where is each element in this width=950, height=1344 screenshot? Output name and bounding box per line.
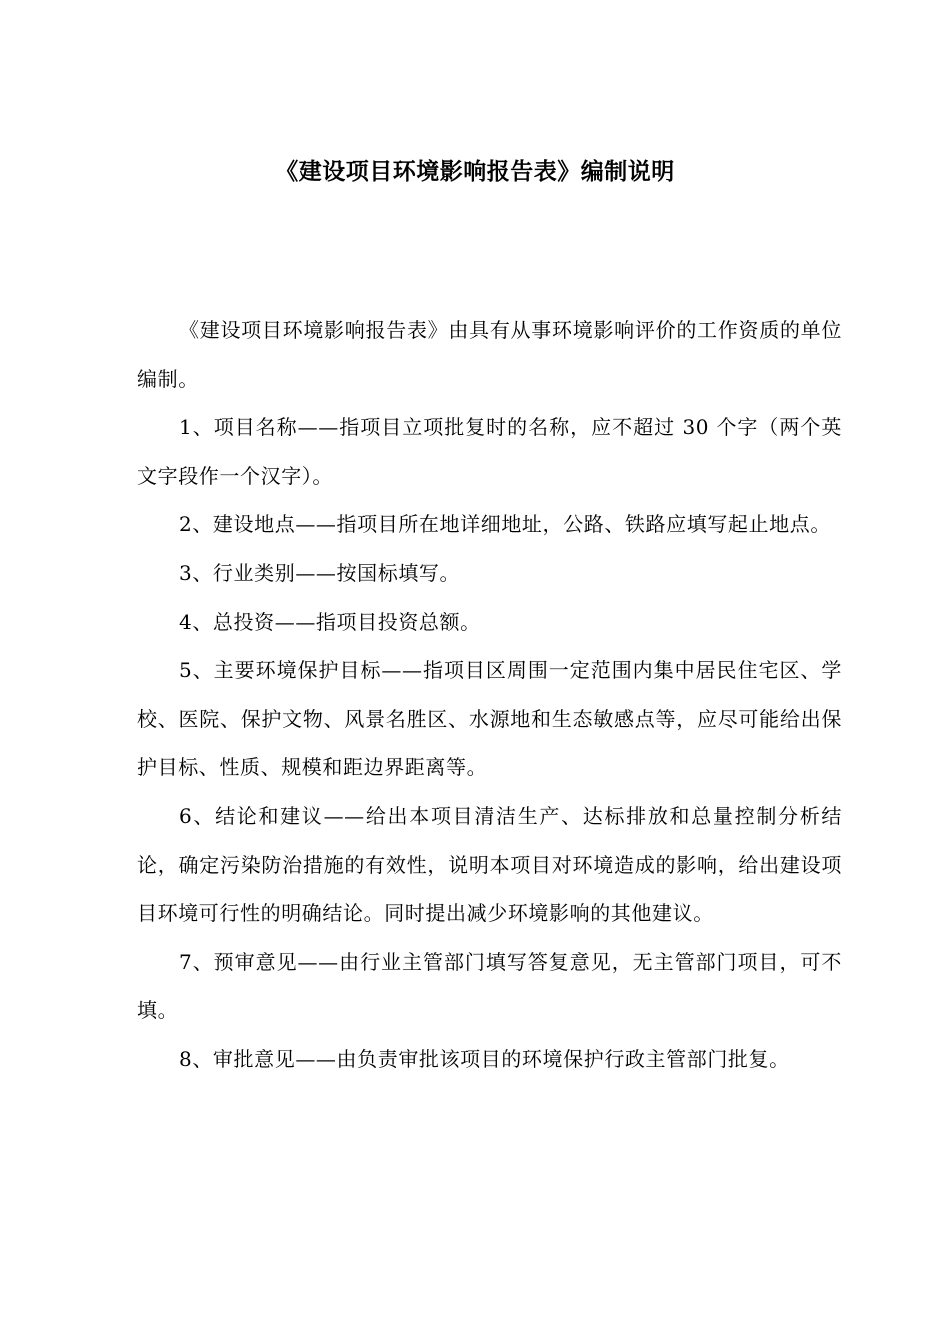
- paragraph-location: 2、建设地点——指项目所在地详细地址，公路、铁路应填写起止地点。: [179, 512, 831, 537]
- document-body: [137, 306, 842, 1084]
- paragraph-project-name: 1、项目名称——指项目立项批复时的名称，应不超过 30 个字（两个英文字段作一个汉字）。: [137, 415, 842, 488]
- paragraph-conclusions: 6、结论和建议——给出本项目清洁生产、达标排放和总量控制分析结论，确定污染防治措施的有效性，说明本项目对环境造成的影响，给出建设项目环境可行性的明确结论。同时提出减少环境影响的其他建议。: [137, 803, 842, 926]
- paragraph-total-investment: 4、总投资——指项目投资总额。: [179, 609, 481, 634]
- paragraph-protection-targets: 5、主要环境保护目标——指项目区周围一定范围内集中居民住宅区、学校、医院、保护文物、风景名胜区、水源地和生态敏感点等，应尽可能给出保护目标、性质、规模和距边界距离等。: [137, 658, 842, 780]
- paragraph-industry-category: 3、行业类别——按国标填写。: [179, 560, 461, 585]
- paragraph-intro: 《建设项目环境影响报告表》由具有从事环境影响评价的工作资质的单位编制。: [137, 318, 842, 391]
- paragraph-pre-review: 7、预审意见——由行业主管部门填写答复意见，无主管部门项目，可不填。: [137, 949, 842, 1023]
- paragraph-approval: 8、审批意见——由负责审批该项目的环境保护行政主管部门批复。: [179, 1046, 790, 1071]
- document-title: 《建设项目环境影响报告表》编制说明: [275, 158, 675, 185]
